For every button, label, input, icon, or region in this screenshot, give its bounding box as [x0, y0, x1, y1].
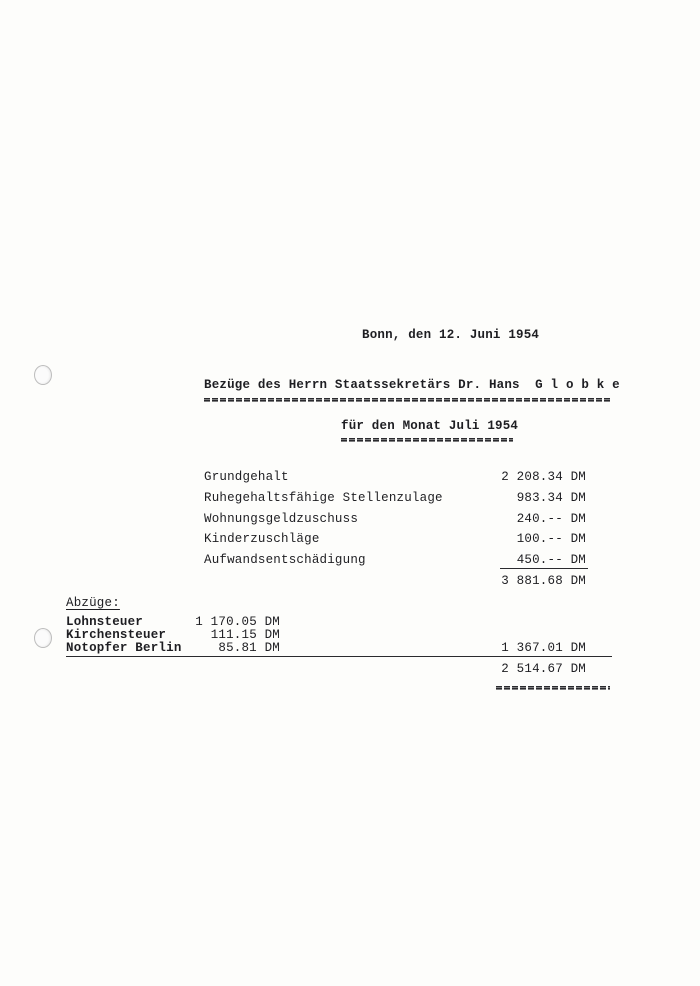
- earning-label: Kinderzuschläge: [204, 532, 320, 546]
- deduction-label: Lohnsteuer: [66, 615, 144, 629]
- deduction-amount: 1 170.05 DM: [195, 615, 280, 629]
- earning-amount: 100.-- DM: [516, 532, 586, 546]
- earning-label: Ruhegehaltsfähige Stellenzulage: [204, 491, 443, 505]
- punch-hole-top: [34, 365, 52, 385]
- document-heading: Bezüge des Herrn Staatssekretärs Dr. Hans G l o b k e: [204, 378, 620, 392]
- earning-amount: 2 208.34 DM: [501, 470, 586, 484]
- earning-label: Grundgehalt: [204, 470, 289, 484]
- earnings-sum-line: [500, 568, 588, 569]
- net-separator-line: [66, 656, 612, 657]
- earning-label: Aufwandsentschädigung: [204, 553, 366, 567]
- earnings-total: 3 881.68 DM: [501, 574, 586, 588]
- net-total: 2 514.67 DM: [501, 662, 586, 676]
- deduction-label: Notopfer Berlin: [66, 641, 182, 655]
- deductions-total: 1 367.01 DM: [501, 641, 586, 655]
- earning-amount: 450.-- DM: [516, 553, 586, 567]
- deduction-amount: 85.81 DM: [218, 641, 280, 655]
- punch-hole-bottom: [34, 628, 52, 648]
- heading-double-underline: [204, 398, 612, 402]
- document-subheading: für den Monat Juli 1954: [341, 419, 519, 433]
- deduction-label: Kirchensteuer: [66, 628, 167, 642]
- earning-amount: 240.-- DM: [516, 512, 586, 526]
- deductions-heading: Abzüge:: [66, 596, 120, 610]
- subheading-double-underline: [341, 438, 513, 442]
- earning-label: Wohnungsgeldzuschuss: [204, 512, 359, 526]
- earning-amount: 983.34 DM: [516, 491, 586, 505]
- net-total-double-underline: [496, 686, 610, 690]
- date-line: Bonn, den 12. Juni 1954: [362, 328, 540, 342]
- deduction-amount: 111.15 DM: [210, 628, 280, 642]
